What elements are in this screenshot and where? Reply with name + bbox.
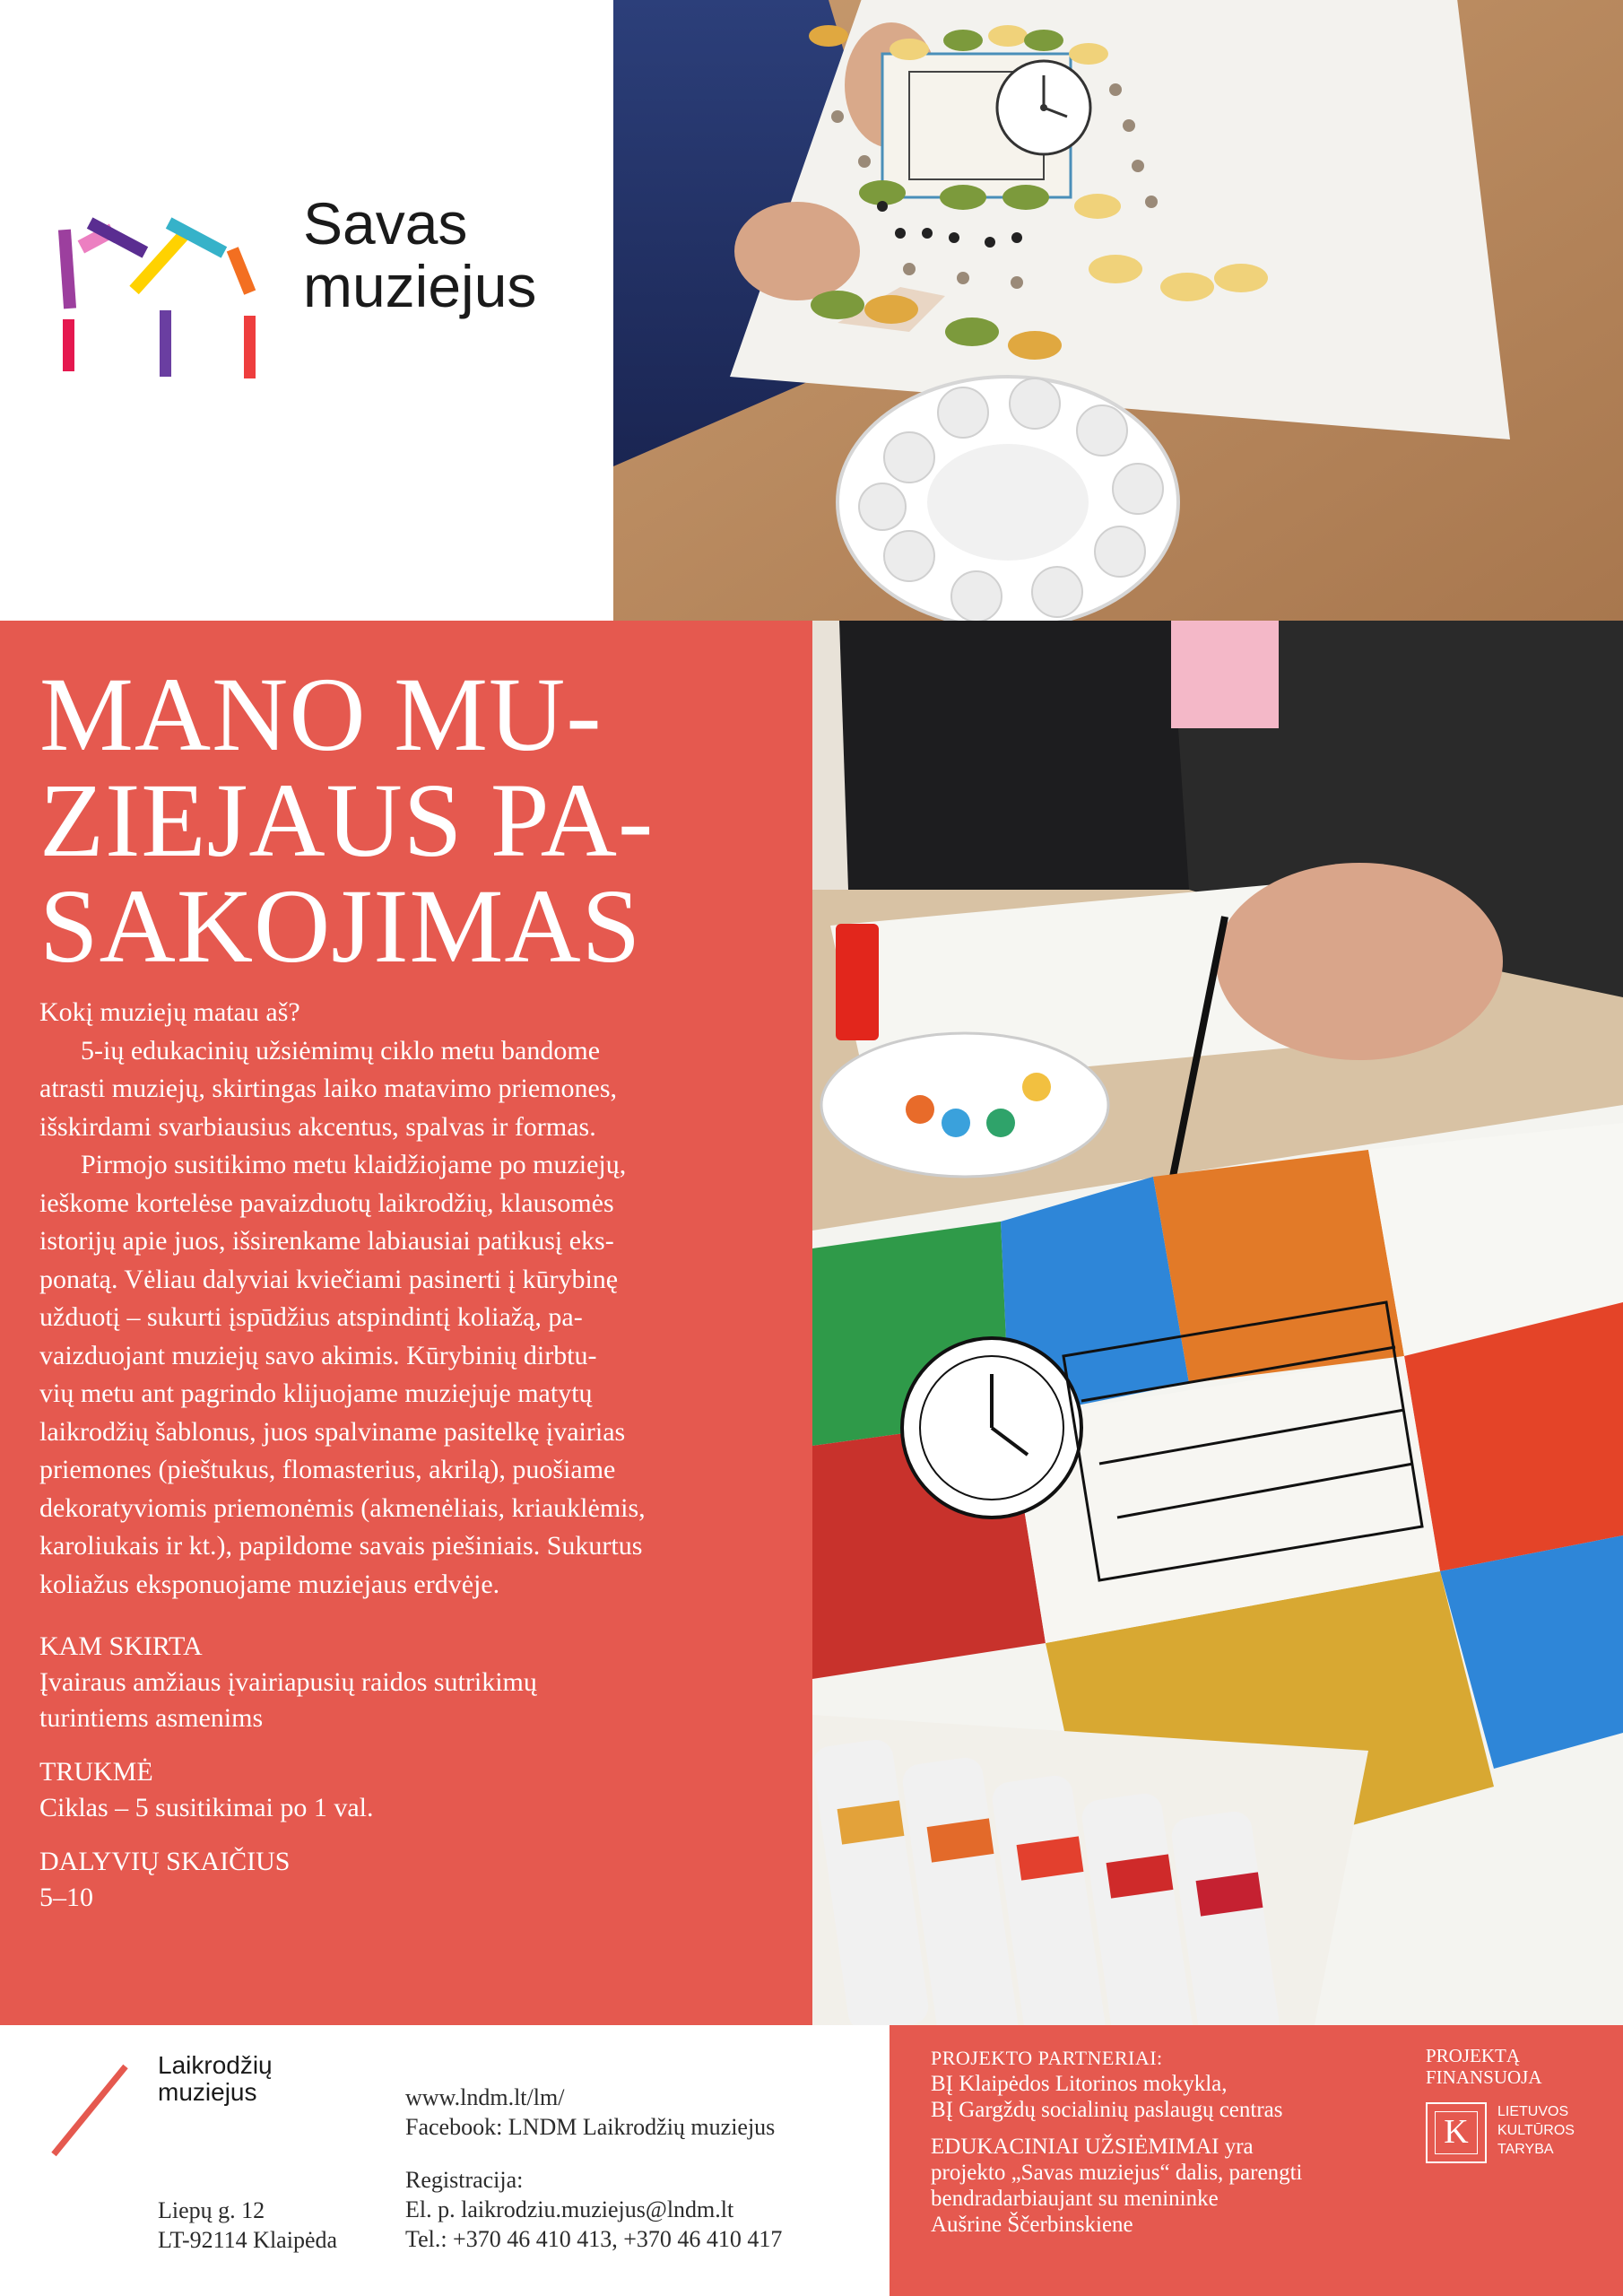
description-line: istorijų apie juos, išsirenkame labiausiai patikusį eks- (39, 1226, 614, 1256)
clock-museum-name (158, 2052, 273, 2106)
funding-heading-line1: PROJEKTĄ (1426, 2045, 1521, 2066)
edu-line: projekto „Savas muziejus“ dalis, parengti (931, 2161, 1303, 2185)
description-line: Kokį muziejų matau aš? (39, 997, 300, 1027)
council-name (1497, 2102, 1575, 2159)
edu-line: bendradarbiaujant su menininke (931, 2187, 1219, 2211)
description-line: vaizduojant muziejų savo akimis. Kūrybinių dirbtu- (39, 1340, 597, 1370)
registration-heading: Registracija: (405, 2167, 524, 2193)
description-line: 5-ių edukacinių užsiėmimų ciklo metu bandome (81, 1035, 601, 1065)
website-link[interactable]: www.lndm.lt/lm/ (405, 2084, 565, 2110)
footer (0, 2025, 1623, 2296)
savas-muziejus-logo-panel (0, 0, 613, 621)
title-line1: MANO MU- (39, 656, 603, 773)
edu-line: Aušrine Ščerbinskiene (931, 2213, 1133, 2237)
audience-heading: KAM SKIRTA (39, 1631, 203, 1661)
council-k-letter: K (1444, 2113, 1469, 2151)
address-city: LT-92114 Klaipėda (158, 2227, 338, 2253)
description-text (39, 994, 773, 1604)
museum-name-line2: muziejus (158, 2078, 257, 2106)
partner-line: BĮ Klaipėdos Litorinos mokykla, (931, 2072, 1228, 2096)
funding-heading (1426, 2045, 1542, 2088)
description-line: dekoratyviomis priemonėmis (akmenėliais, kriauklėmis, (39, 1492, 646, 1523)
participants-value: 5–10 (39, 1883, 93, 1912)
partners-heading: PROJEKTO PARTNERIAI: (931, 2047, 1163, 2069)
logo-bar (58, 230, 76, 309)
photo-painting-workshop (812, 621, 1623, 2025)
partner-line: BĮ Gargždų socialinių paslaugų centras (931, 2098, 1283, 2122)
duration-value: Ciklas – 5 susitikimai po 1 val. (39, 1793, 374, 1822)
description-line: Pirmojo susitikimo metu klaidžiojame po muziejų, (81, 1150, 627, 1179)
duration-section (39, 1754, 773, 1826)
brand-name-line2: muziejus (303, 253, 537, 319)
phone-numbers: Tel.: +370 46 410 413, +370 46 410 417 (405, 2226, 783, 2252)
logo-bar (227, 247, 256, 294)
duration-heading: TRUKMĖ (39, 1757, 153, 1787)
address (158, 2196, 337, 2255)
description-line: koliažus eksponuojame muziejaus erdvėje. (39, 1569, 500, 1599)
audience-text-line1: Įvairaus amžiaus įvairiapusių raidos sutrikimų (39, 1667, 537, 1697)
council-name-line1: LIETUVOS (1497, 2104, 1569, 2119)
partners-info (931, 2045, 1302, 2238)
description-line: užduotį – sukurti įspūdžius atspindintį koliažą, pa- (39, 1302, 583, 1332)
logo-bar (160, 310, 171, 377)
web-links (405, 2083, 775, 2142)
email-link[interactable]: El. p. laikrodziu.muziejus@lndm.lt (405, 2196, 734, 2222)
description-line: išskirdami svarbiausius akcentus, spalvas ir formas. (39, 1111, 596, 1142)
description-line: vių metu ant pagrindo klijuojame muziejuje matytų (39, 1378, 593, 1408)
registration-info (405, 2165, 782, 2254)
partners-panel (890, 2025, 1623, 2296)
brand-name (303, 192, 536, 317)
title-line3: SAKOJIMAS (39, 867, 642, 985)
facebook-link[interactable]: Facebook: LNDM Laikrodžių muziejus (405, 2114, 776, 2140)
logo-bar (129, 231, 187, 294)
content-panel (0, 621, 812, 2025)
description-line: laikrodžių šablonus, juos spalviname pasitelkę įvairias (39, 1416, 626, 1447)
description-line: ieškome kortelėse pavaizduotų laikrodžių, klausomės (39, 1187, 614, 1218)
council-name-line3: TARYBA (1497, 2142, 1554, 2157)
clock-museum-logo-icon (47, 2061, 136, 2160)
participants-heading: DALYVIŲ SKAIČIUS (39, 1847, 291, 1876)
audience-text-line2: turintiems asmenims (39, 1703, 264, 1733)
audience-section (39, 1629, 773, 1736)
brand-name-line1: Savas (303, 190, 468, 257)
page-title (39, 656, 773, 985)
culture-council-logo (1426, 2102, 1605, 2167)
description-line: priemones (pieštukus, flomasterius, akrilą), puošiame (39, 1455, 616, 1484)
title-line2: ZIEJAUS PA- (39, 761, 655, 879)
savas-muziejus-logo-icon (56, 203, 289, 382)
edu-line: EDUKACINIAI UŽSIĖMIMAI yra (931, 2135, 1254, 2159)
description-line: ponatą. Vėliau dalyviai kviečiami pasinerti į kūrybinę (39, 1264, 619, 1294)
participants-section (39, 1844, 773, 1916)
museum-name-line1: Laikrodžių (158, 2051, 273, 2079)
description-line: atrasti muziejų, skirtingas laiko matavimo priemones, (39, 1074, 618, 1103)
logo-bar (244, 316, 256, 378)
funding-heading-line2: FINANSUOJA (1426, 2066, 1542, 2088)
description-line: karoliukais ir kt.), papildome savais piešiniais. Sukurtus (39, 1531, 643, 1561)
logo-bar (63, 319, 74, 371)
photo-pasta-collage (613, 0, 1623, 621)
council-name-line2: KULTŪROS (1497, 2123, 1575, 2138)
address-street: Liepų g. 12 (158, 2197, 265, 2223)
